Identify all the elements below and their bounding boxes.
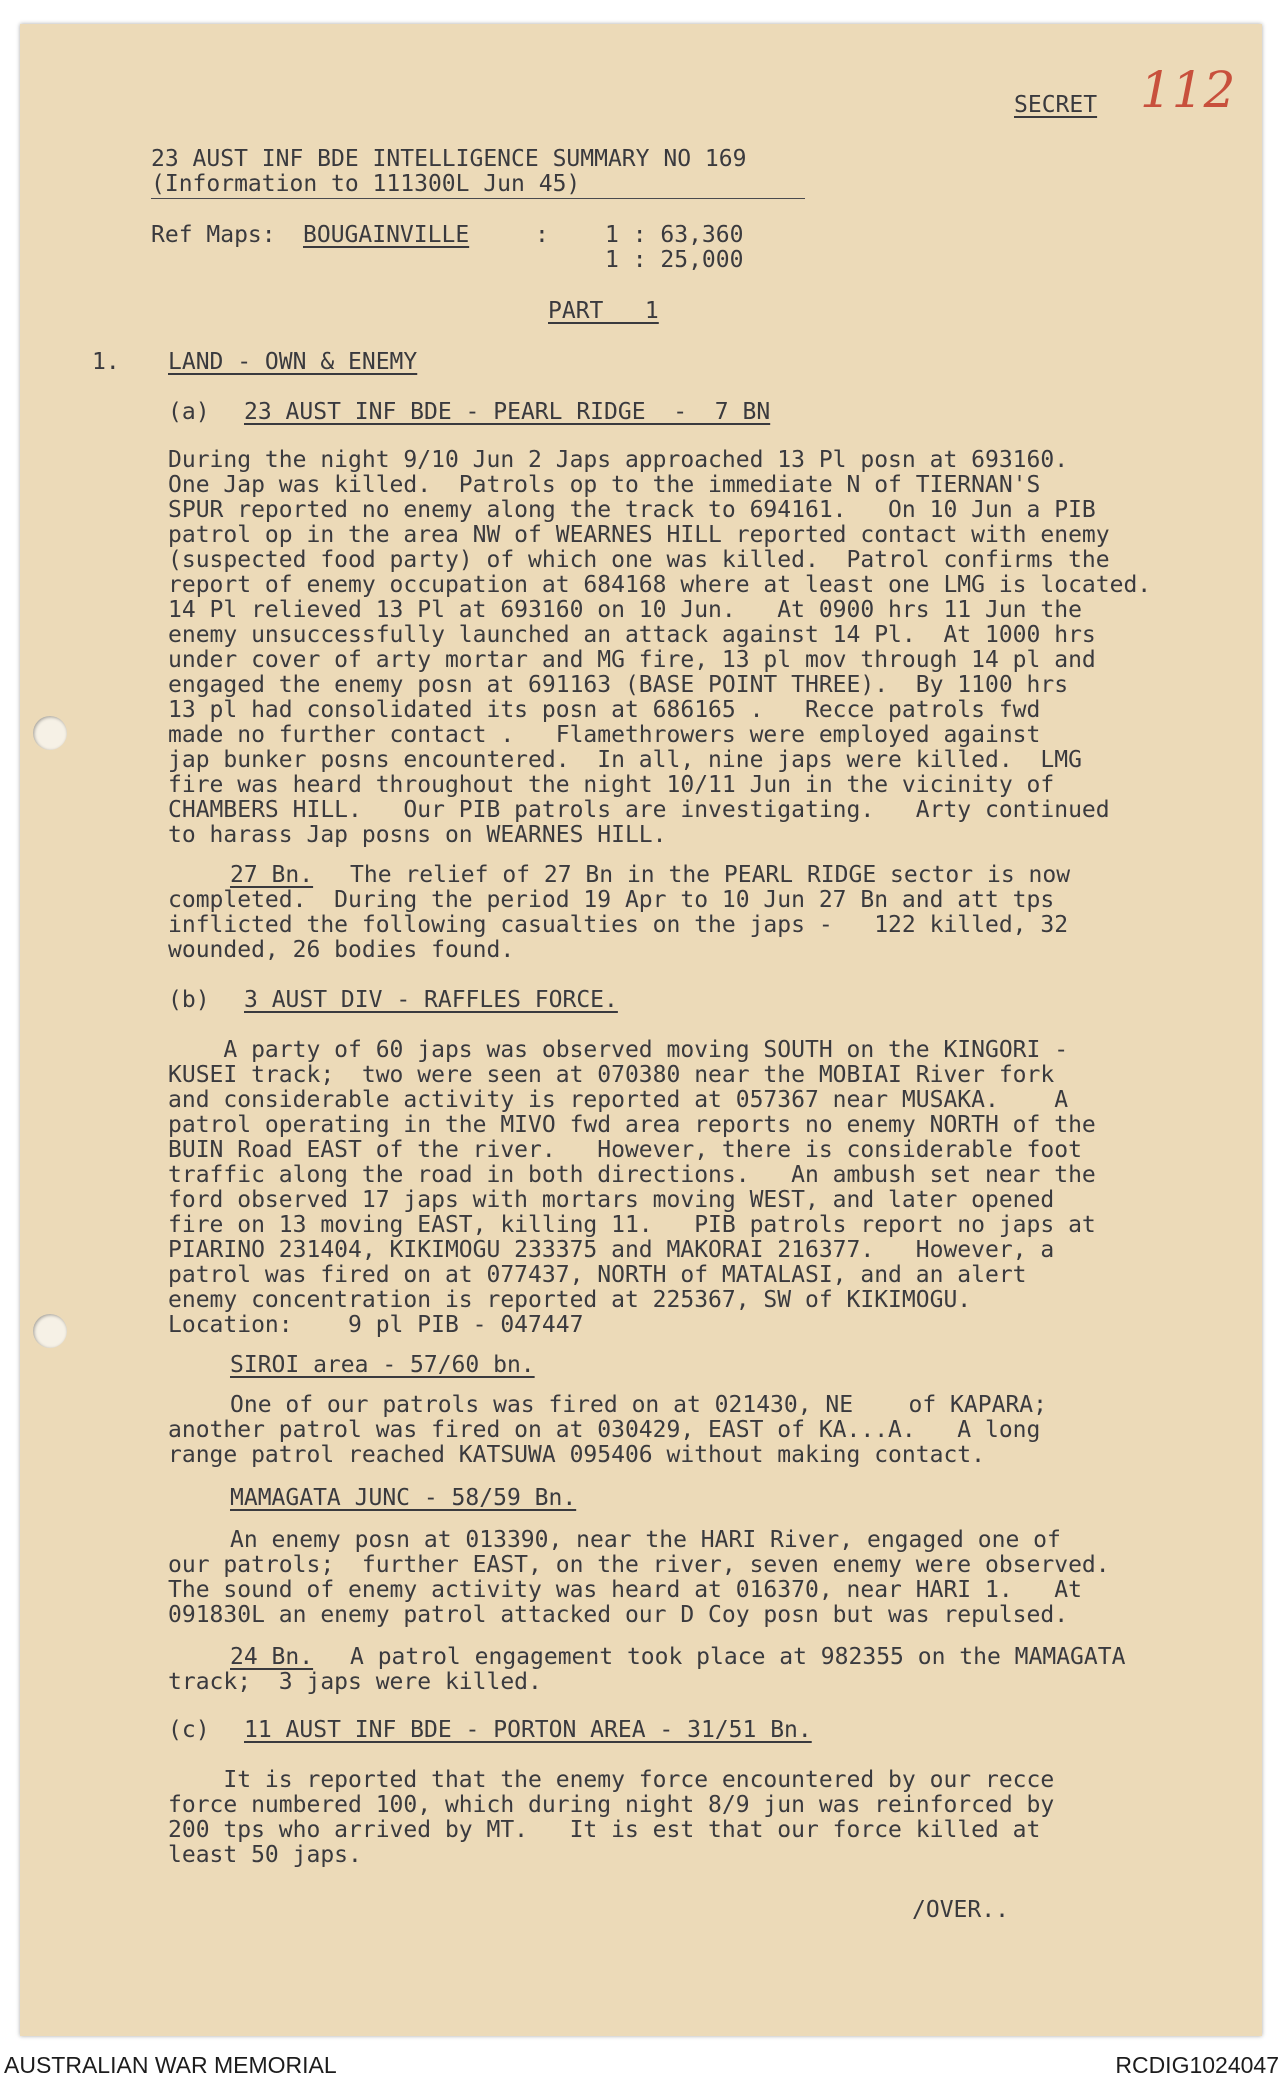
paragraph-line: enemy concentration is reported at 225367, SW of KIKIMOGU. <box>168 1287 972 1313</box>
paragraph-line: under cover of arty mortar and MG fire, 13 pl mov through 14 pl and <box>168 647 1096 673</box>
archive-footer-left: AUSTRALIAN WAR MEMORIAL <box>4 2052 337 2078</box>
paragraph-line: PIARINO 231404, KIKIMOGU 233375 and MAKORAI 216377. However, a <box>168 1237 1055 1263</box>
paragraph-line: An enemy posn at 013390, near the HARI River, engaged one of <box>230 1527 1061 1553</box>
subsection-c-label: (c) <box>168 1717 210 1743</box>
paragraph-line: to harass Jap posns on WEARNES HILL. <box>168 822 667 848</box>
paragraph-line: SPUR reported no enemy along the track to 694161. On 10 Jun a PIB <box>168 497 1096 523</box>
paragraph-line: range patrol reached KATSUWA 095406 without making contact. <box>168 1442 985 1468</box>
ref-maps-name: BOUGAINVILLE <box>303 222 470 248</box>
subsection-b-label: (b) <box>168 987 210 1013</box>
siroi-area-heading: SIROI area - 57/60 bn. <box>230 1352 535 1378</box>
paragraph-line: track; 3 japs were killed. <box>168 1669 542 1695</box>
unit-label-27-bn: 27 Bn. <box>230 862 314 888</box>
paragraph-line: 200 tps who arrived by MT. It is est that our force killed at <box>168 1817 1041 1843</box>
document-subtitle: (Information to 111300L Jun 45) <box>151 171 581 197</box>
paragraph-line: jap bunker posns encountered. In all, nine japs were killed. LMG <box>168 747 1082 773</box>
classification-label: SECRET <box>1014 92 1098 118</box>
paragraph-line: patrol was fired on at 077437, NORTH of MATALASI, and an alert <box>168 1262 1027 1288</box>
paragraph-line: BUIN Road EAST of the river. However, there is considerable foot <box>168 1137 1082 1163</box>
paragraph-line: made no further contact . Flamethrowers were employed against <box>168 722 1041 748</box>
paragraph-line: traffic along the road in both directions. An ambush set near the <box>168 1162 1096 1188</box>
section-title: LAND - OWN & ENEMY <box>168 349 418 375</box>
paragraph-line: The sound of enemy activity was heard at 016370, near HARI 1. At <box>168 1577 1082 1603</box>
paragraph-line: 13 pl had consolidated its posn at 686165 . Recce patrols fwd <box>168 697 1041 723</box>
document-title: 23 AUST INF BDE INTELLIGENCE SUMMARY NO 169 <box>151 146 747 172</box>
paragraph-line: A patrol engagement took place at 982355 on the MAMAGATA <box>350 1644 1126 1670</box>
ref-maps-colon: : <box>535 222 549 248</box>
paragraph-line: another patrol was fired on at 030429, EAST of KA...A. A long <box>168 1417 1041 1443</box>
title-underline <box>151 198 805 199</box>
paragraph-line: It is reported that the enemy force encountered by our recce <box>168 1767 1055 1793</box>
paragraph-line: Location: 9 pl PIB - 047447 <box>168 1312 584 1338</box>
paragraph-line: least 50 japs. <box>168 1842 362 1868</box>
paragraph-line: our patrols; further EAST, on the river, seven enemy were observed. <box>168 1552 1110 1578</box>
paragraph-line: fire on 13 moving EAST, killing 11. PIB patrols report no japs at <box>168 1212 1096 1238</box>
subsection-a-title: 23 AUST INF BDE - PEARL RIDGE - 7 BN <box>244 399 771 425</box>
paragraph-line: ford observed 17 japs with mortars moving WEST, and later opened <box>168 1187 1055 1213</box>
paragraph-line: KUSEI track; two were seen at 070380 near the MOBIAI River fork <box>168 1062 1055 1088</box>
paragraph-line: During the night 9/10 Jun 2 Japs approached 13 Pl posn at 693160. <box>168 447 1069 473</box>
paragraph-line: report of enemy occupation at 684168 where at least one LMG is located. <box>168 572 1152 598</box>
ref-maps-label: Ref Maps: <box>151 222 276 248</box>
archive-footer-right: RCDIG1024047 <box>1115 2052 1279 2078</box>
handwritten-folio-number: 112 <box>1140 61 1236 119</box>
paragraph-line: patrol op in the area NW of WEARNES HILL reported contact with enemy <box>168 522 1110 548</box>
paragraph-line: patrol operating in the MIVO fwd area reports no enemy NORTH of the <box>168 1112 1096 1138</box>
paragraph-line: inflicted the following casualties on the japs - 122 killed, 32 <box>168 912 1069 938</box>
punch-hole <box>33 1314 67 1348</box>
paragraph-line: 091830L an enemy patrol attacked our D Coy posn but was repulsed. <box>168 1602 1069 1628</box>
part-heading: PART 1 <box>548 298 659 324</box>
paragraph-line: engaged the enemy posn at 691163 (BASE POINT THREE). By 1100 hrs <box>168 672 1069 698</box>
paragraph-line: One of our patrols was fired on at 021430, NE of KAPARA; <box>230 1392 1047 1418</box>
paragraph-line: 14 Pl relieved 13 Pl at 693160 on 10 Jun. At 0900 hrs 11 Jun the <box>168 597 1082 623</box>
section-number: 1. <box>92 349 120 375</box>
punch-hole <box>33 716 67 750</box>
paragraph-line: force numbered 100, which during night 8/9 jun was reinforced by <box>168 1792 1055 1818</box>
paragraph-line: fire was heard throughout the night 10/11 Jun in the vicinity of <box>168 772 1055 798</box>
paragraph-line: One Jap was killed. Patrols op to the immediate N of TIERNAN'S <box>168 472 1041 498</box>
paragraph-line: completed. During the period 19 Apr to 10 Jun 27 Bn and att tps <box>168 887 1055 913</box>
mamagata-junc-heading: MAMAGATA JUNC - 58/59 Bn. <box>230 1485 577 1511</box>
ref-maps-scale-1: 1 : 63,360 <box>605 222 744 248</box>
paragraph-line: wounded, 26 bodies found. <box>168 937 515 963</box>
subsection-b-title: 3 AUST DIV - RAFFLES FORCE. <box>244 987 618 1013</box>
continuation-marker: /OVER.. <box>912 1897 1009 1923</box>
paragraph-line: A party of 60 japs was observed moving SOUTH on the KINGORI - <box>168 1037 1069 1063</box>
paragraph-line: (suspected food party) of which one was killed. Patrol confirms the <box>168 547 1110 573</box>
subsection-c-title: 11 AUST INF BDE - PORTON AREA - 31/51 Bn. <box>244 1717 812 1743</box>
paragraph-line: CHAMBERS HILL. Our PIB patrols are investigating. Arty continued <box>168 797 1110 823</box>
paragraph-line: The relief of 27 Bn in the PEARL RIDGE sector is now <box>350 862 1071 888</box>
unit-label-24-bn: 24 Bn. <box>230 1644 314 1670</box>
ref-maps-scale-2: 1 : 25,000 <box>605 247 744 273</box>
paragraph-line: enemy unsuccessfully launched an attack against 14 Pl. At 1000 hrs <box>168 622 1096 648</box>
paragraph-line: and considerable activity is reported at 057367 near MUSAKA. A <box>168 1087 1069 1113</box>
subsection-a-label: (a) <box>168 399 210 425</box>
